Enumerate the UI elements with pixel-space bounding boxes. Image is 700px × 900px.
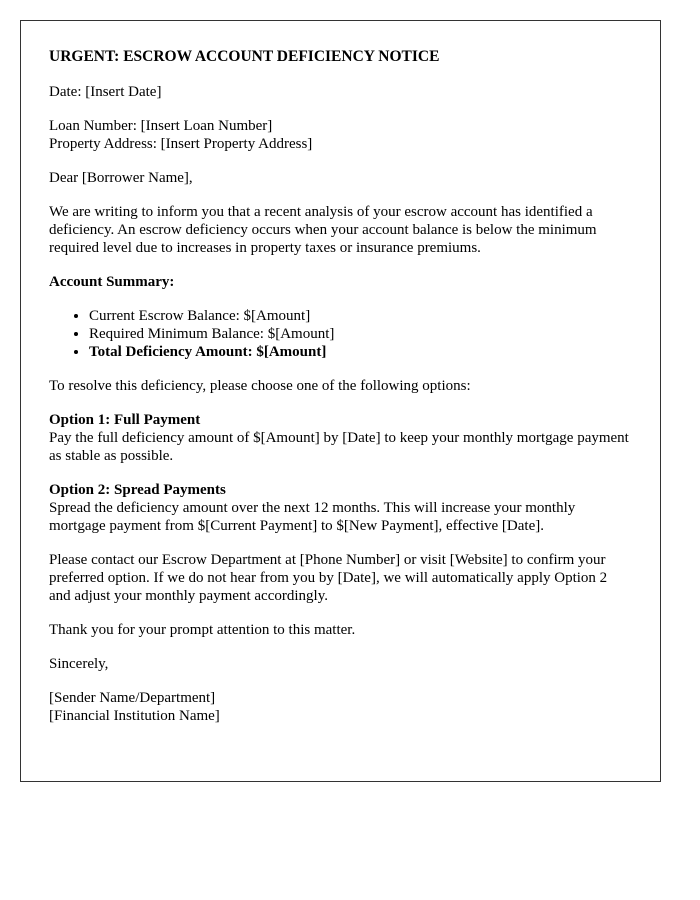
option-2-heading: Option 2: Spread Payments bbox=[49, 482, 226, 498]
loan-number: Loan Number: [Insert Loan Number] bbox=[49, 118, 273, 134]
list-item: • Current Escrow Balance: $[Amount] bbox=[89, 307, 632, 325]
sender-name: [Sender Name/Department] bbox=[49, 690, 216, 706]
institution-name: [Financial Institution Name] bbox=[49, 708, 220, 724]
letter-title: URGENT: ESCROW ACCOUNT DEFICIENCY NOTICE bbox=[49, 48, 440, 65]
options-intro: To resolve this deficiency, please choose one of the following options: bbox=[49, 378, 471, 394]
option-1-text: Pay the full deficiency amount of $[Amount] by [Date] to keep your monthly mortgage payment as stable as possible. bbox=[49, 430, 629, 464]
salutation: Dear [Borrower Name], bbox=[49, 170, 193, 186]
contact-paragraph: Please contact our Escrow Department at [Phone Number] or visit [Website] to confirm your preferred option. If we do not hear from you by [Date], we will automatically apply Option 2 and adjust your monthly payment accordingly. bbox=[49, 552, 608, 604]
property-address: Property Address: [Insert Property Address] bbox=[49, 136, 313, 152]
summary-list bbox=[49, 307, 632, 361]
date-line: Date: [Insert Date] bbox=[49, 84, 162, 100]
loan-info bbox=[49, 117, 632, 153]
intro-paragraph: We are writing to inform you that a recent analysis of your escrow account has identified a deficiency. An escrow deficiency occurs when your account balance is below the minimum required level due to increases in property taxes or insurance premiums. bbox=[49, 204, 597, 256]
option-1-heading: Option 1: Full Payment bbox=[49, 412, 201, 428]
summary-heading: Account Summary: bbox=[49, 274, 175, 290]
option-1 bbox=[49, 411, 632, 465]
letter bbox=[20, 20, 661, 782]
thanks-paragraph: Thank you for your prompt attention to this matter. bbox=[49, 622, 356, 638]
option-2 bbox=[49, 481, 632, 535]
list-item: • Total Deficiency Amount: $[Amount] bbox=[89, 343, 632, 361]
signature bbox=[49, 689, 632, 725]
list-item: • Required Minimum Balance: $[Amount] bbox=[89, 325, 632, 343]
closing: Sincerely, bbox=[49, 656, 109, 672]
option-2-text: Spread the deficiency amount over the next 12 months. This will increase your monthly mortgage payment from $[Current Payment] to $[New Payment], effective [Date]. bbox=[49, 500, 576, 534]
